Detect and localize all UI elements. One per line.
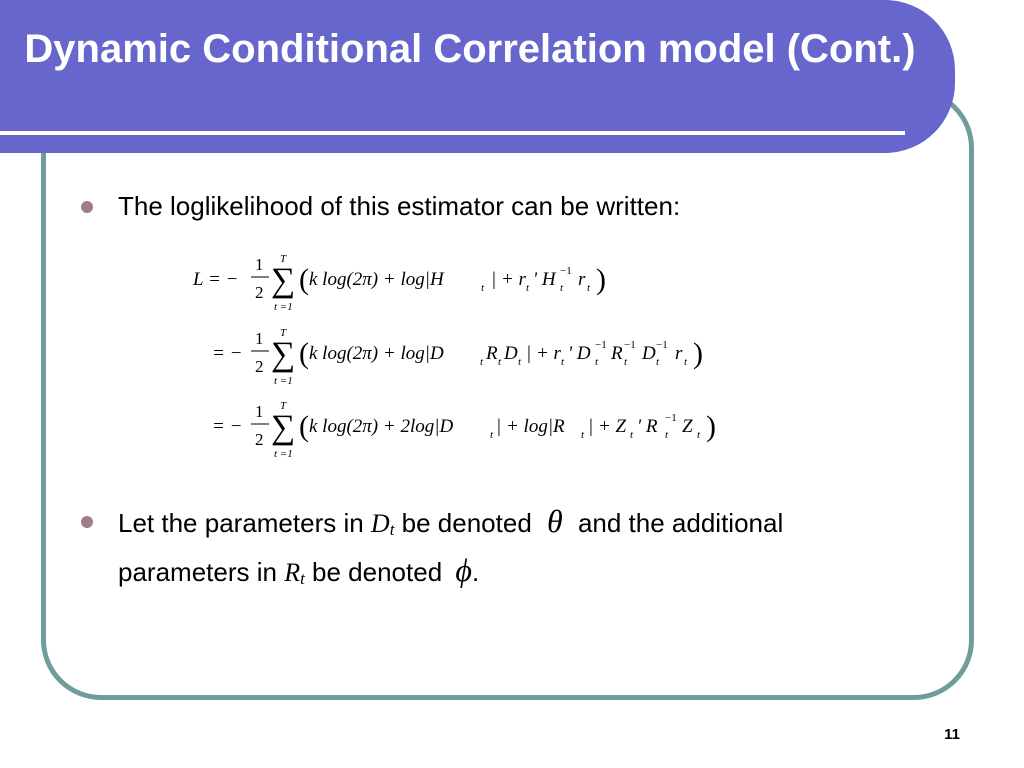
equations-svg [190,252,750,464]
eq1-tail: | + r [491,269,526,290]
bullet-text-1: The loglikelihood of this estimator can be written: [118,191,681,221]
equation-line-2 [212,327,703,387]
eq2-sup-2: −1 [624,339,636,351]
slide-title: Dynamic Conditional Correlation model (Cont.) [24,27,916,71]
loglikelihood-equations [190,252,750,464]
eq2-tail: | + r [526,343,561,364]
eq3-close-paren: ) [706,410,716,443]
b2-var-d: D [370,509,390,538]
eq1-close-paren: ) [596,263,606,296]
eq2-mid: R [486,343,498,364]
b2-end: . [471,557,480,587]
page-number: 11 [944,726,960,743]
equation-line-3 [212,400,716,460]
b2-part1: Let the parameters in [118,508,371,538]
eq2-end2: R [611,343,623,364]
eq2-open-paren: ( [299,337,309,370]
b2-sub-t2: t [300,569,305,588]
eq2-frac-den: 2 [255,357,264,376]
eq1-sub-4: t [587,282,591,294]
eq3-sub-4: t [665,429,669,441]
b2-part2: be denoted [394,508,540,538]
eq2-sup-1: −1 [595,339,607,351]
eq1-sub-1: t [481,282,485,294]
eq3-end2: Z [682,416,693,437]
eq2-sub-7: t [656,356,660,368]
eq3-end: ' R [637,416,658,437]
title-band [0,0,955,153]
eq1-end2: r [578,269,586,290]
bullet-dot-2 [81,516,93,528]
eq1-open-paren: ( [299,263,309,296]
eq3-open-paren: ( [299,410,309,443]
theta-symbol: θ [547,503,563,539]
eq3-mid: | + log|R [496,416,565,437]
eq3-frac-den: 2 [255,430,264,449]
phi-symbol: ϕ [455,552,472,588]
eq3-sum-top: T [280,400,287,412]
eq1-sum-top: T [280,253,287,265]
title-underline [0,131,905,135]
eq3-sub-1: t [490,429,494,441]
eq2-sub-4: t [561,356,565,368]
eq2-sup-3: −1 [656,339,668,351]
b2-part3: and the additional [570,508,784,538]
eq3-sum-bottom: t =1 [274,448,293,460]
eq3-frac-num: 1 [255,402,264,421]
eq2-sum-bottom: t =1 [274,375,293,387]
eq3-body: k log(2π) + 2log|D [309,416,454,437]
eq3-sub-3: t [630,429,634,441]
eq2-sub-8: t [684,356,688,368]
eq2-sum: ∑ [271,336,296,373]
eq2-mid2: D [504,343,518,364]
eq3-tail: | + Z [588,416,627,437]
eq2-lhs: = − [212,343,243,364]
eq2-sub-5: t [595,356,599,368]
eq1-body: k log(2π) + log|H [309,269,444,290]
eq3-sum: ∑ [271,409,296,446]
b2-line2-part2: be denoted [304,557,450,587]
eq2-sub-6: t [624,356,628,368]
eq1-sup-1: −1 [560,265,572,277]
eq1-end: ' H [533,269,556,290]
eq1-frac-den: 2 [255,283,264,302]
b2-sub-t1: t [389,520,395,539]
eq2-end3: D [642,343,656,364]
eq2-sum-top: T [280,327,287,339]
eq1-sum: ∑ [271,262,296,299]
eq1-frac-num: 1 [255,255,264,274]
bullet-dot-1 [81,201,93,213]
eq2-end4: r [675,343,683,364]
eq1-lhs: L = − [193,269,239,290]
eq2-end: ' D [568,343,591,364]
equation-line-1 [192,253,606,313]
eq2-close-paren: ) [693,337,703,370]
eq2-sub-2: t [498,356,502,368]
eq3-lhs: = − [212,416,243,437]
eq2-body: k log(2π) + log|D [309,343,444,364]
b2-line2-part1: parameters in [118,557,285,587]
eq2-sub-1: t [480,356,484,368]
eq1-sum-bottom: t =1 [274,301,293,313]
eq1-sub-2: t [526,282,530,294]
eq1-sub-3: t [560,282,564,294]
eq2-sub-3: t [518,356,522,368]
eq2-frac-num: 1 [255,329,264,348]
b2-var-r: R [284,558,301,587]
bullet-text-2 [118,501,938,599]
eq3-sub-2: t [581,429,585,441]
eq3-sub-5: t [697,429,701,441]
eq3-sup-1: −1 [665,412,677,424]
